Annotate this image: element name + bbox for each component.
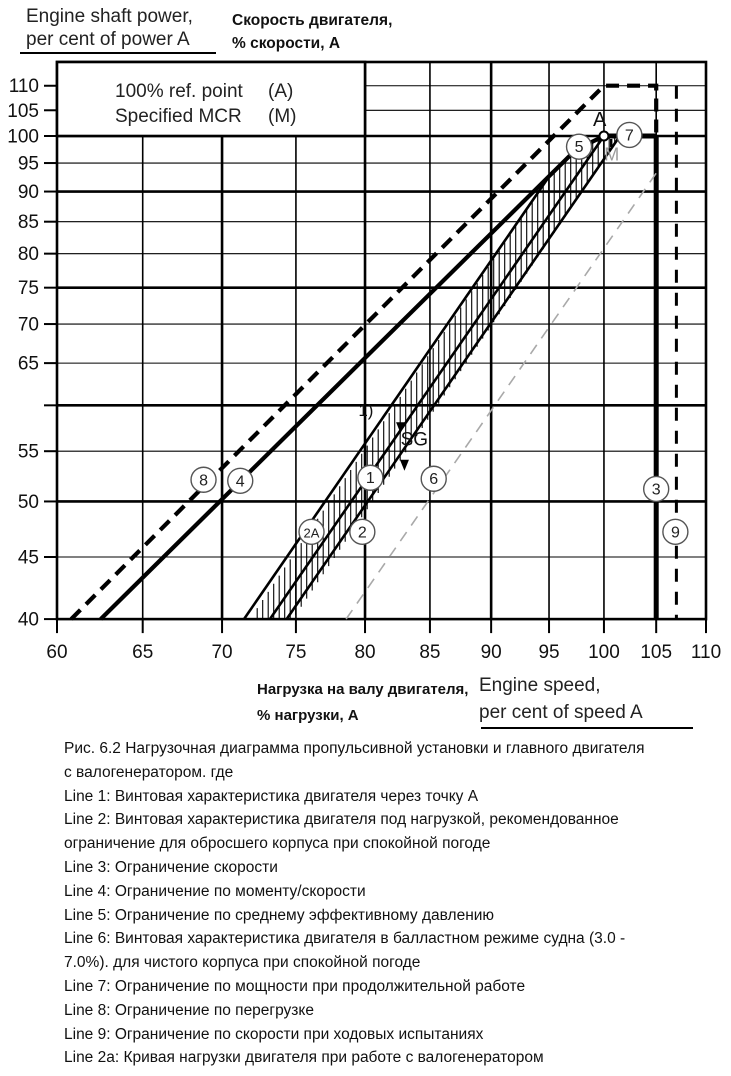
x-axis-title-underline	[481, 727, 693, 729]
annotation-footnote-1: 1)	[358, 400, 374, 420]
x-axis-title-ru-line2: % нагрузки, А	[257, 707, 359, 724]
line-label-8: 8	[199, 472, 208, 490]
speed-title-ru-line1: Скорость двигателя,	[232, 12, 393, 29]
caption-line: Line 8: Ограничение по перегрузке	[64, 1001, 314, 1019]
caption-line: Рис. 6.2 Нагрузочная диаграмма пропульсивной установки и главного двигателя	[64, 740, 645, 757]
y-axis-title-line1: Engine shaft power,	[26, 6, 193, 27]
y-tick-label: 70	[17, 314, 39, 336]
x-tick-label: 70	[211, 642, 233, 664]
x-axis-title-en	[479, 672, 643, 726]
y-tick-label: 55	[17, 441, 39, 463]
caption-line: Line 2a: Кривая нагрузки двигателя при работе с валогенератором	[64, 1049, 544, 1067]
caption-line: Line 7: Ограничение по мощности при продолжительной работе	[64, 977, 526, 995]
x-axis-title-en-line1: Engine speed,	[479, 675, 601, 696]
x-tick-label: 110	[690, 642, 722, 664]
line-label-4: 4	[235, 473, 245, 491]
line-label-2: 2	[357, 524, 367, 542]
x-axis-title-en-line2: per cent of speed A	[479, 702, 643, 723]
line-2-propeller-curve-loaded	[287, 136, 620, 619]
y-axis-title-line2: per cent of power A	[26, 29, 190, 50]
caption-line: 7.0%). для чистого корпуса при спокойной погоде	[64, 954, 421, 972]
figure-caption	[64, 737, 714, 1070]
y-tick-label: 40	[17, 609, 39, 631]
point-m-label: M	[604, 144, 620, 165]
line-6-ballast-propeller-curve	[346, 173, 656, 619]
caption-line: Line 4: Ограничение по моменту/скорости	[64, 882, 366, 900]
x-tick-label: 95	[538, 642, 560, 664]
caption-line: Line 6: Винтовая характеристика двигателя в балластном режиме судна (3.0 -	[64, 930, 626, 948]
y-tick-label: 75	[17, 278, 39, 300]
line-1-propeller-curve-through-A	[270, 136, 604, 619]
y-tick-label: 100	[7, 126, 39, 148]
x-tick-label: 90	[480, 642, 502, 664]
x-tick-label: 80	[354, 642, 376, 664]
x-tick-label: 65	[132, 642, 154, 664]
legend-row2-label: Specified MCR	[115, 106, 242, 127]
y-tick-label: 110	[8, 76, 39, 98]
x-axis-title-ru-line1: Нагрузка на валу двигателя,	[257, 681, 469, 698]
caption-line: Line 1: Винтовая характеристика двигателя через точку А	[64, 787, 479, 805]
annotation-arrow	[400, 460, 409, 471]
legend-row1-symbol: (A)	[268, 81, 294, 102]
line-label-3: 3	[651, 481, 661, 499]
y-tick-label: 45	[17, 547, 39, 569]
y-tick-label: 90	[17, 182, 39, 204]
caption-line: ограничение для обросшего корпуса при спокойной погоде	[64, 835, 491, 853]
y-tick-label: 50	[17, 491, 39, 513]
point-a-marker	[599, 132, 608, 141]
point-a-label: A	[592, 109, 607, 131]
y-tick-label: 105	[7, 100, 39, 122]
line-label-7: 7	[624, 127, 634, 145]
x-tick-label: 85	[419, 642, 441, 664]
x-tick-label: 105	[640, 642, 673, 664]
y-tick-label: 95	[17, 153, 39, 175]
caption-line: с валогенератором. где	[64, 763, 234, 781]
line-4-torque-speed-limit	[101, 150, 576, 619]
y-tick-label: 85	[17, 212, 39, 234]
line-label-2A: 2A	[303, 525, 320, 541]
y-tick-label: 80	[17, 244, 39, 266]
x-tick-label: 100	[588, 642, 620, 664]
caption-line: Line 3: Ограничение скорости	[64, 858, 278, 876]
x-tick-label: 60	[46, 642, 68, 664]
line-label-6: 6	[429, 471, 439, 489]
legend-row1-label: 100% ref. point	[115, 81, 243, 102]
annotation-sg: SG	[400, 429, 429, 451]
y-tick-label: 65	[17, 353, 39, 375]
speed-title-ru-line2: % скорости, А	[232, 35, 341, 52]
line-label-5: 5	[574, 139, 584, 157]
line-label-1: 1	[365, 470, 375, 488]
line-2a-shaft-generator-load-curve	[244, 176, 550, 619]
x-axis-title-ru	[257, 677, 468, 729]
caption-line: Line 9: Ограничение по скорости при ходовых испытаниях	[64, 1025, 484, 1043]
x-tick-label: 75	[285, 642, 307, 664]
caption-line: Line 2: Винтовая характеристика двигателя под нагрузкой, рекомендованное	[64, 811, 619, 829]
legend-row2-symbol: (M)	[268, 106, 297, 127]
caption-line: Line 5: Ограничение по среднему эффективному давлению	[64, 906, 495, 924]
line-label-9: 9	[670, 524, 680, 542]
